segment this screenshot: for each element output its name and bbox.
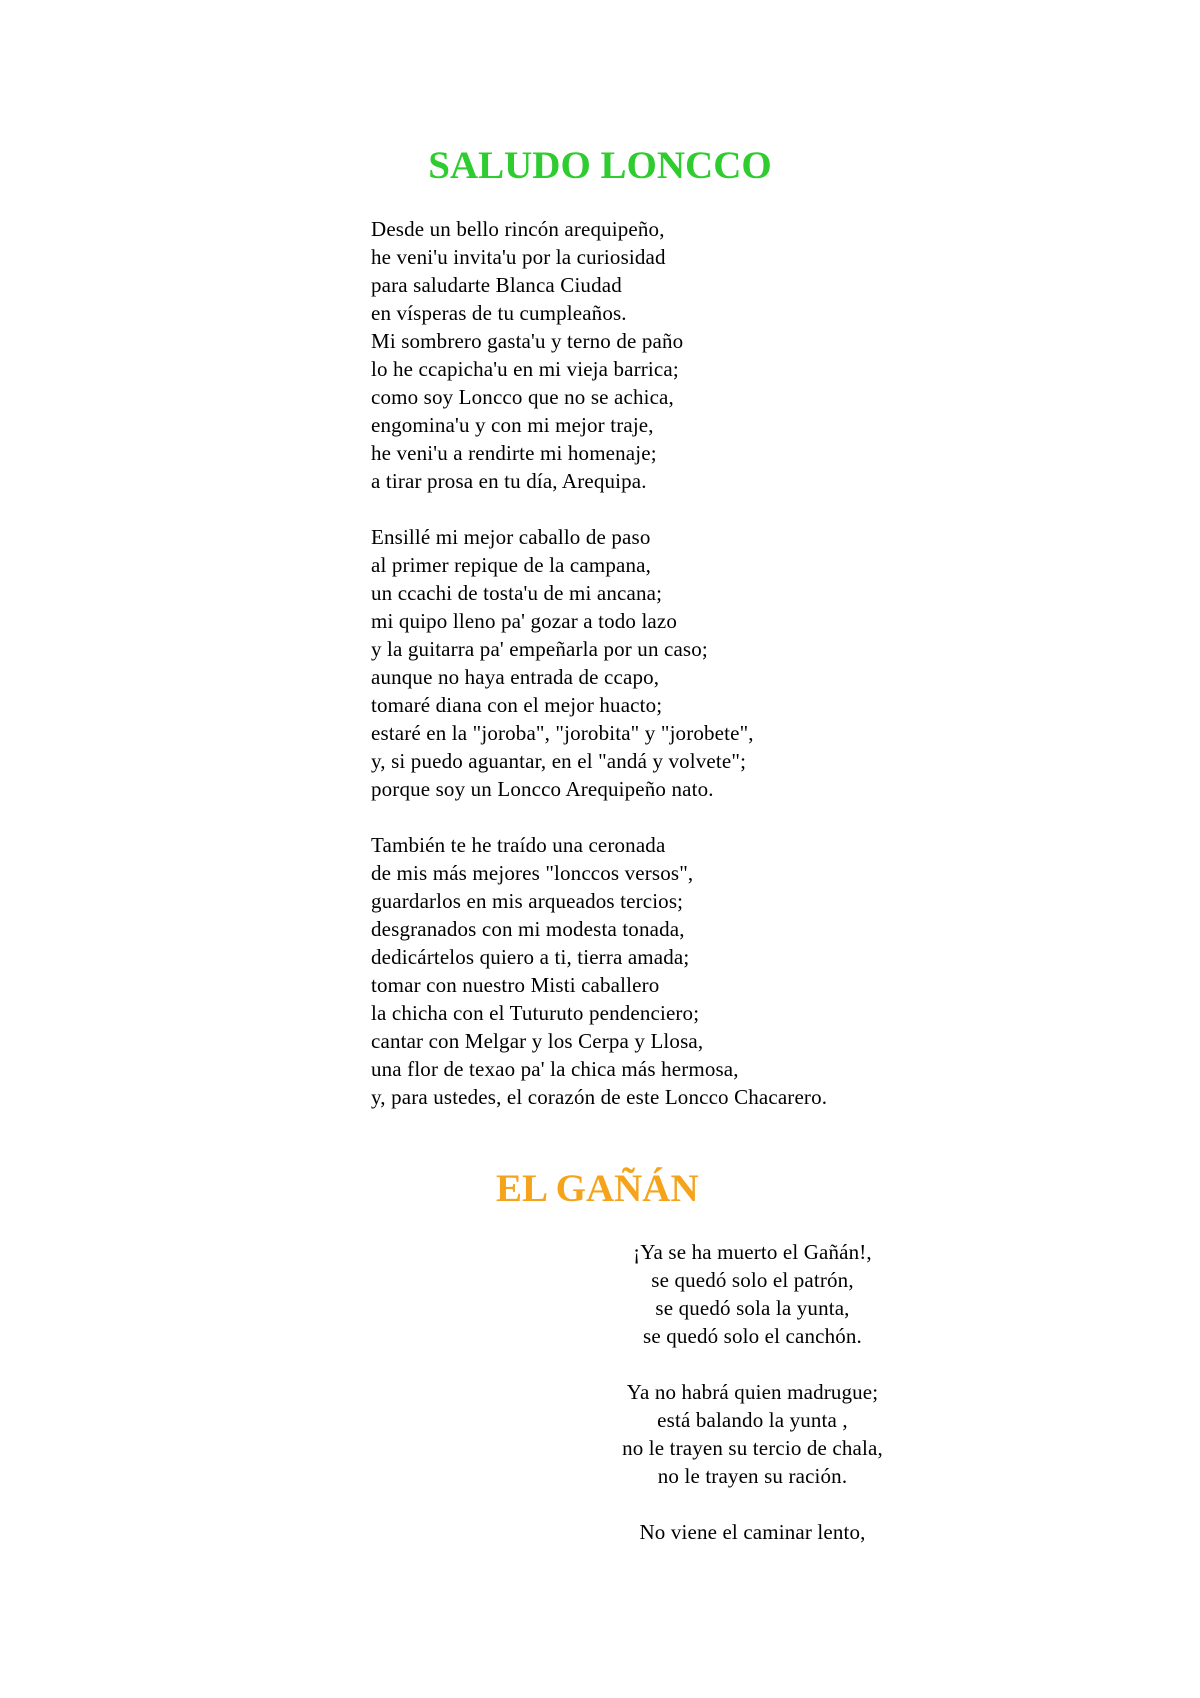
poem-line: cantar con Melgar y los Cerpa y Llosa, bbox=[371, 1029, 704, 1053]
poem-line: desgranados con mi modesta tonada, bbox=[371, 917, 685, 941]
poem-line: no le trayen su tercio de chala, bbox=[622, 1436, 883, 1460]
poem-line: he veni'u a rendirte mi homenaje; bbox=[371, 441, 657, 465]
poem-line: se quedó solo el patrón, bbox=[651, 1268, 854, 1292]
poem-title-saludo-loncco bbox=[0, 142, 1200, 190]
poem-title-el-ganan: EL GAÑÁN bbox=[496, 1167, 699, 1210]
poem-line: en vísperas de tu cumpleaños. bbox=[371, 301, 627, 325]
poem-line: guardarlos en mis arqueados tercios; bbox=[371, 889, 684, 913]
poem-line: Ensillé mi mejor caballo de paso bbox=[371, 525, 651, 549]
poem-line: se quedó solo el canchón. bbox=[643, 1324, 862, 1348]
poem-line: para saludarte Blanca Ciudad bbox=[371, 273, 622, 297]
poem-line: estaré en la "joroba", "jorobita" y "jorobete", bbox=[371, 721, 754, 745]
poem-line: mi quipo lleno pa' gozar a todo lazo bbox=[371, 609, 678, 633]
poem-saludo-loncco bbox=[371, 215, 827, 1139]
stanza bbox=[580, 1238, 925, 1350]
poem-title-text: SALUDO LONCCO bbox=[428, 144, 772, 187]
poem-line: una flor de texao pa' la chica más hermosa, bbox=[371, 1057, 739, 1081]
poem-line: y, para ustedes, el corazón de este Loncco Chacarero. bbox=[371, 1085, 828, 1109]
poem-line: y la guitarra pa' empeñarla por un caso; bbox=[371, 637, 708, 661]
poem-line: También te he traído una ceronada bbox=[371, 833, 666, 857]
poem-el-ganan bbox=[580, 1238, 925, 1574]
poem-line: he veni'u invita'u por la curiosidad bbox=[371, 245, 666, 269]
stanza bbox=[371, 831, 827, 1111]
stanza bbox=[371, 523, 827, 803]
poem-line: lo he ccapicha'u en mi vieja barrica; bbox=[371, 357, 679, 381]
poem-line: como soy Loncco que no se achica, bbox=[371, 385, 674, 409]
poem-line: engomina'u y con mi mejor traje, bbox=[371, 413, 654, 437]
poem-line: de mis más mejores "lonccos versos", bbox=[371, 861, 694, 885]
poem-line: Ya no habrá quien madrugue; bbox=[626, 1380, 879, 1404]
poem-line: tomar con nuestro Misti caballero bbox=[371, 973, 660, 997]
poem-line: Mi sombrero gasta'u y terno de paño bbox=[371, 329, 684, 353]
poem-line: un ccachi de tosta'u de mi ancana; bbox=[371, 581, 663, 605]
poem-line: tomaré diana con el mejor huacto; bbox=[371, 693, 663, 717]
poem-line: ¡Ya se ha muerto el Gañán!, bbox=[633, 1240, 872, 1264]
poem-line: la chicha con el Tuturuto pendenciero; bbox=[371, 1001, 700, 1025]
stanza bbox=[580, 1378, 925, 1490]
poem-line: Desde un bello rincón arequipeño, bbox=[371, 217, 665, 241]
poem-line: a tirar prosa en tu día, Arequipa. bbox=[371, 469, 647, 493]
poem-line: aunque no haya entrada de ccapo, bbox=[371, 665, 660, 689]
poem-line: porque soy un Loncco Arequipeño nato. bbox=[371, 777, 714, 801]
poem-line: se quedó sola la yunta, bbox=[655, 1296, 850, 1320]
stanza bbox=[580, 1518, 925, 1546]
poem-line: no le trayen su ración. bbox=[657, 1464, 848, 1488]
poem-line: al primer repique de la campana, bbox=[371, 553, 651, 577]
stanza bbox=[371, 215, 827, 495]
poem-line: está balando la yunta , bbox=[657, 1408, 848, 1432]
poem-line: dedicártelos quiero a ti, tierra amada; bbox=[371, 945, 690, 969]
poem-line: No viene el caminar lento, bbox=[639, 1520, 866, 1544]
poem-line: y, si puedo aguantar, en el "andá y volvete"; bbox=[371, 749, 747, 773]
